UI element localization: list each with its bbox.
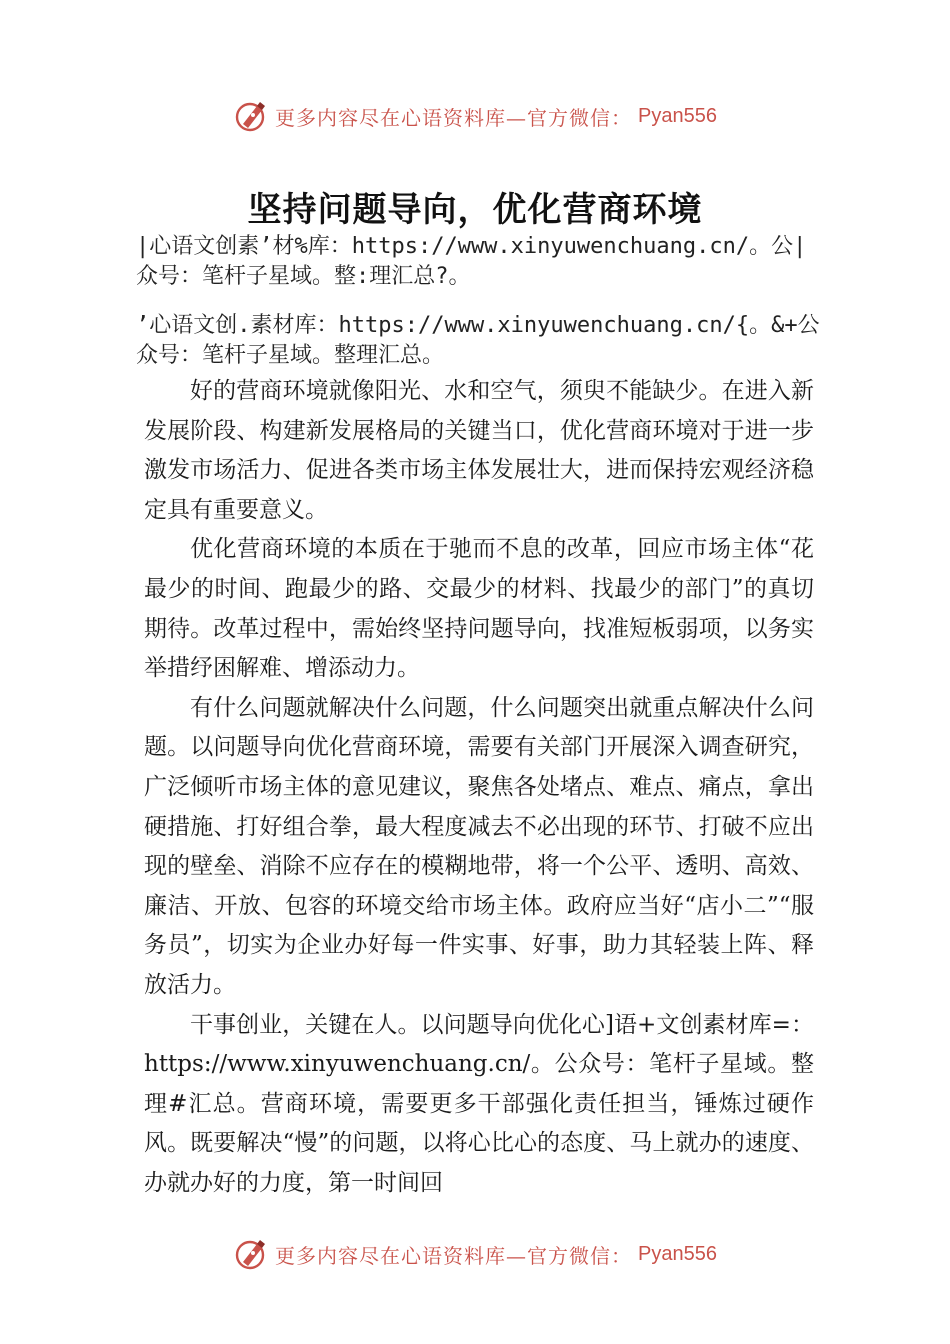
pen-nib-logo-icon	[233, 1236, 269, 1272]
watermark-note: ’心语文创.素材库：https://www.xinyuwenchuang.cn/{。&+公众号：笔杆子星域。整理汇总。	[136, 313, 820, 368]
document-title: 坚持问题导向，优化营商环境	[247, 190, 703, 230]
document-body	[144, 372, 814, 1203]
paragraph: 有什么问题就解决什么问题，什么问题突出就重点解决什么问题。以问题导向优化营商环境，需要有关部门开展深入调查研究，广泛倾听市场主体的意见建议，聚焦各处堵点、难点、痛点，拿出硬措施、打好组合拳，最大程度减去不必出现的环节、打破不应出现的壁垒、消除不应存在的模糊地带，将一个公平、透明、高效、廉洁、开放、包容的环境交给市场主体。政府应当好“店小二”“服务员”，切实为企业办好每一件实事、好事，助力其轻装上阵、释放活力。	[144, 694, 814, 998]
banner-wechat-id: Pyan556	[638, 1242, 717, 1265]
pen-nib-logo-icon	[233, 98, 269, 134]
banner-text: 更多内容尽在心语资料库—官方微信：	[275, 105, 633, 130]
header-banner	[0, 96, 950, 136]
paragraph: 优化营商环境的本质在于驰而不息的改革，回应市场主体“花最少的时间、跑最少的路、交最少的材料、找最少的部门”的真切期待。改革过程中，需始终坚持问题导向，找准短板弱项，以务实举措纾困解难、增添动力。	[144, 536, 814, 682]
paragraph: 干事创业，关键在人。以问题导向优化心]语+文创素材库=：https://www.xinyuwenchuang.cn/。公众号：笔杆子星域。整理#汇总。营商环境，需要更多干部强化责任担当，锤炼过硬作风。既要解决“慢”的问题，以将心比心的态度、马上就办的速度、办就办好的力度，第一时间回	[144, 1011, 814, 1196]
banner-text: 更多内容尽在心语资料库—官方微信：	[275, 1243, 633, 1268]
watermark-note: |心语文创素’材%库：https://www.xinyuwenchuang.cn/。公|众号：笔杆子星域。整:理汇总?。	[136, 234, 807, 289]
paragraph: 好的营商环境就像阳光、水和空气，须臾不能缺少。在进入新发展阶段、构建新发展格局的关键当口，优化营商环境对于进一步激发市场活力、促进各类市场主体发展壮大，进而保持宏观经济稳定具有重要意义。	[144, 378, 814, 523]
footer-banner	[0, 1234, 950, 1274]
banner-wechat-id: Pyan556	[638, 104, 717, 127]
